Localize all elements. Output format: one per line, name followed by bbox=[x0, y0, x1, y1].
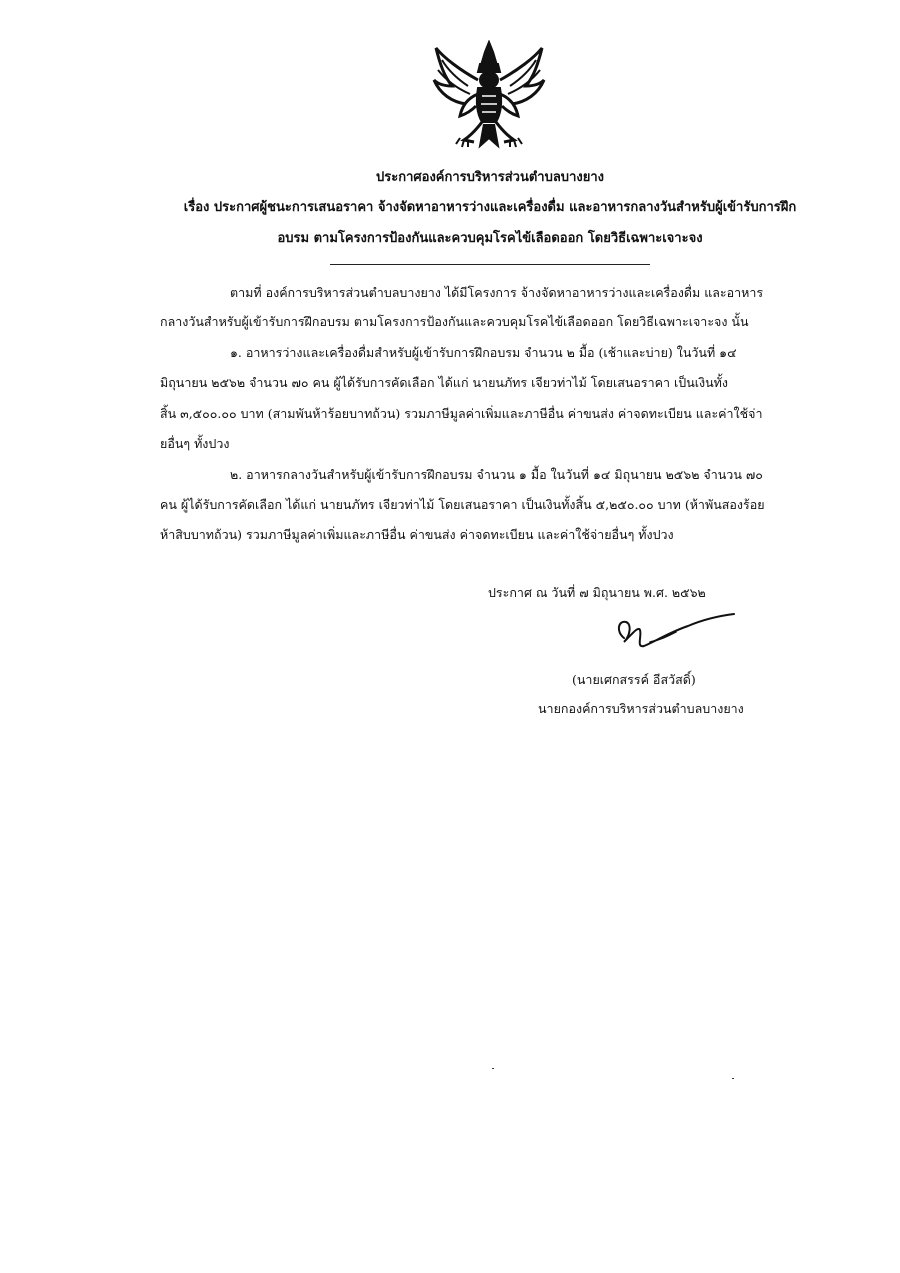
scan-speck bbox=[732, 1078, 734, 1079]
item-2-line-2: คน ผู้ได้รับการคัดเลือก ได้แก่ นายนภัทร เจียวท่าไม้ โดยเสนอราคา เป็นเงินทั้งสิ้น ๕,๒๕๐.๐๐ บาท (ห้าพันสองร้อย bbox=[160, 497, 765, 512]
garuda-emblem-icon bbox=[430, 40, 548, 150]
header-divider bbox=[330, 264, 650, 265]
handwritten-signature bbox=[610, 612, 740, 660]
item-2-line-3: ห้าสิบบาทถ้วน) รวมภาษีมูลค่าเพิ่มและภาษีอื่น ค่าขนส่ง ค่าจดทะเบียน และค่าใช้จ่ายอื่นๆ ทั้งปวง bbox=[160, 527, 674, 542]
signer-name: (นายเศกสรรค์ อีสวัสดิ์) bbox=[572, 672, 696, 687]
intro-line-2: กลางวันสำหรับผู้เข้ารับการฝึกอบรม ตามโครงการป้องกันและควบคุมโรคไข้เลือดออก โดยวิธีเฉพาะเจาะจง นั้น bbox=[160, 314, 749, 329]
signer-title: นายกองค์การบริหารส่วนตำบลบางยาง bbox=[538, 701, 744, 716]
item-1-line-2: มิถุนายน ๒๕๖๒ จำนวน ๗๐ คน ผู้ได้รับการคัดเลือก ได้แก่ นายนภัทร เจียวท่าไม้ โดยเสนอราคา เป็นเงินทั้ง bbox=[160, 375, 729, 390]
item-1-line-4: ยอื่นๆ ทั้งปวง bbox=[160, 436, 230, 451]
subject-line-1: เรื่อง ประกาศผู้ชนะการเสนอราคา จ้างจัดหาอาหารว่างและเครื่องดื่ม และอาหารกลางวันสำหรับผู้เข้ารับการฝึก bbox=[183, 200, 797, 215]
item-1-line-1: ๑. อาหารว่างและเครื่องดื่มสำหรับผู้เข้ารับการฝึกอบรม จำนวน ๒ มื้อ (เช้าและบ่าย) ในวันที่ ๑๔ bbox=[230, 345, 737, 360]
intro-line-1: ตามที่ องค์การบริหารส่วนตำบลบางยาง ได้มีโครงการ จ้างจัดหาอาหารว่างและเครื่องดื่ม และอาหาร bbox=[230, 285, 764, 300]
item-1-line-3: สิ้น ๓,๕๐๐.๐๐ บาท (สามพันห้าร้อยบาทถ้วน) รวมภาษีมูลค่าเพิ่มและภาษีอื่น ค่าขนส่ง ค่าจดทะเบียน และค่าใช้จ่า bbox=[160, 406, 763, 421]
scan-speck bbox=[492, 1068, 494, 1069]
item-2-line-1: ๒. อาหารกลางวันสำหรับผู้เข้ารับการฝึกอบรม จำนวน ๑ มื้อ ในวันที่ ๑๔ มิถุนายน ๒๕๖๒ จำนวน ๗๐ bbox=[230, 467, 763, 482]
subject-line-2: อบรม ตามโครงการป้องกันและควบคุมโรคไข้เลือดออก โดยวิธีเฉพาะเจาะจง bbox=[277, 231, 703, 246]
announce-date: ประกาศ ณ วันที่ ๗ มิถุนายน พ.ศ. ๒๕๖๒ bbox=[488, 585, 706, 600]
org-title: ประกาศองค์การบริหารส่วนตำบลบางยาง bbox=[376, 170, 604, 185]
